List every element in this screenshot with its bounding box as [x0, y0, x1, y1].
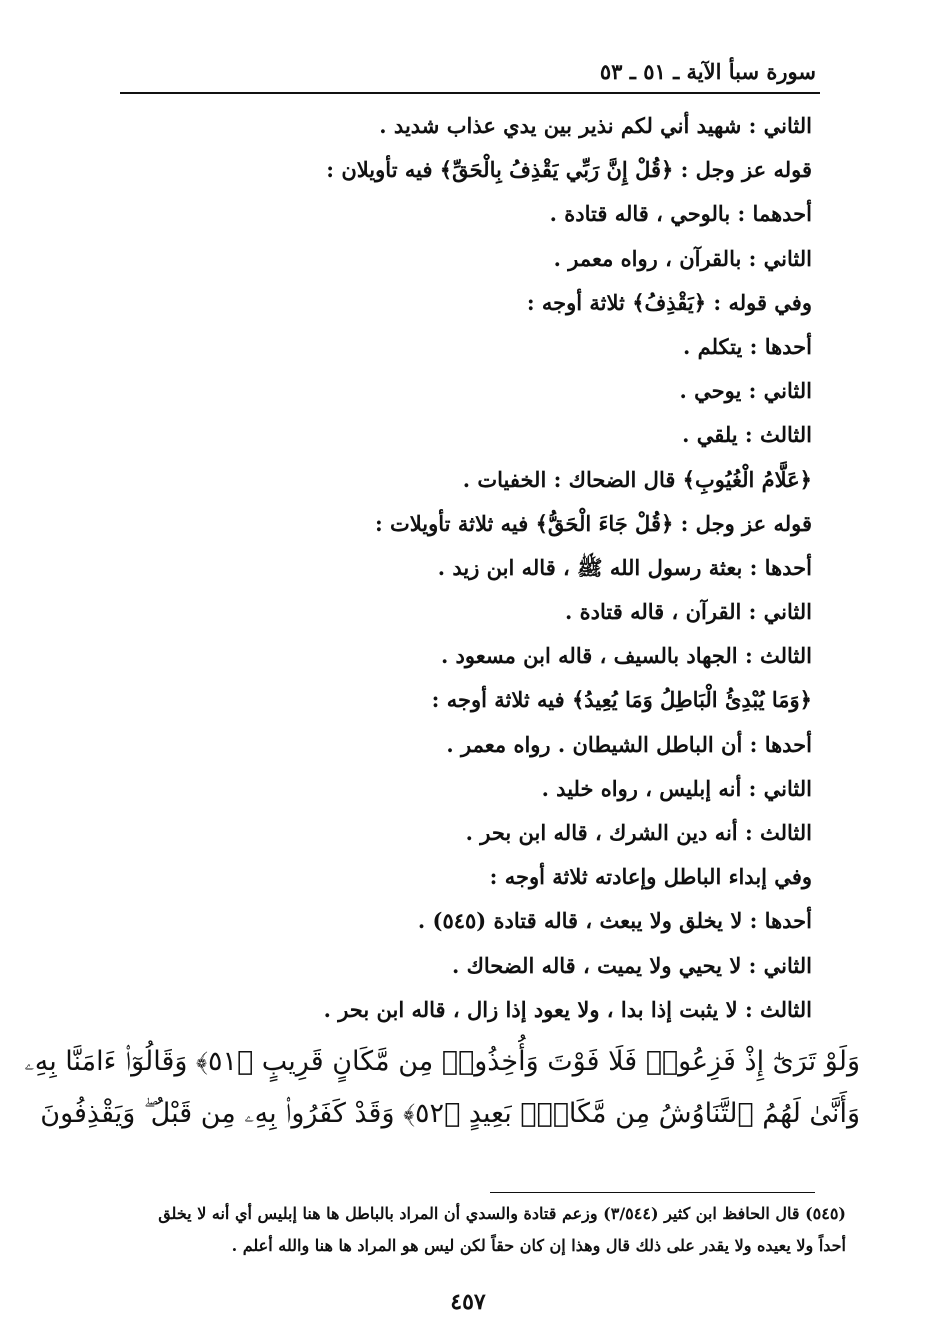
text-line: أحدها : بعثة رسول الله ﷺ ، قاله ابن زيد .	[437, 554, 812, 580]
text-line: وفي قوله : ﴿يَقْذِفُ﴾ ثلاثة أوجه :	[526, 289, 812, 315]
footnotes	[116, 1198, 846, 1262]
text-line: قوله عز وجل : ﴿قُلْ إِنَّ رَبِّي يَقْذِفُ بِالْحَقِّ﴾ فيه تأويلان :	[326, 157, 812, 183]
text-line: الثالث : الجهاد بالسيف ، قاله ابن مسعود .	[440, 643, 812, 669]
text-line: قوله عز وجل : ﴿قُلْ جَاءَ الْحَقُّ﴾ فيه ثلاثة تأويلات :	[374, 510, 812, 536]
verse-line: وَأَنَّىٰ لَهُمُ ٱلتَّنَاوُشُ مِن مَّكَانٍۭ بَعِيدٍ ﴿٥٢﴾ وَقَدْ كَفَرُوا۟ بِهِۦ مِن قَبْلُ ۖ وَيَقْذِفُونَ	[40, 1098, 860, 1129]
footnote-line: أحداً ولا يعيده ولا يقدر على ذلك قال وهذا إن كان حقاً لكن ليس هو المراد ها هنا والله أعلم .	[231, 1236, 846, 1255]
text-line: الثاني : بالقرآن ، رواه معمر .	[553, 245, 812, 271]
text-line: أحدها : يتكلم .	[682, 333, 812, 359]
text-line: الثالث : يلقي .	[682, 422, 812, 448]
text-line: أحدها : لا يخلق ولا يبعث ، قاله قتادة (٥٤٥) .	[417, 908, 812, 934]
header-divider	[120, 92, 820, 94]
quran-verses	[24, 1036, 860, 1140]
footnote-line: (٥٤٥) قال الحافظ ابن كثير (٣/٥٤٤) وزعم قتادة والسدي أن المراد بالباطل ها هنا إبليس أي أنه لا يخلق	[158, 1204, 846, 1223]
text-line: الثاني : لا يحيي ولا يميت ، قاله الضحاك .	[451, 952, 812, 978]
text-line: الثاني : يوحي .	[679, 378, 812, 404]
text-line: ﴿وَمَا يُبْدِئُ الْبَاطِلُ وَمَا يُعِيدُ﴾ فيه ثلاثة أوجه :	[431, 687, 812, 713]
verse-line: وَلَوْ تَرَىٰٓ إِذْ فَزِعُوا۟ فَلَا فَوْتَ وَأُخِذُوا۟ مِن مَّكَانٍ قَرِيبٍ ﴿٥١﴾ وَقَالُوٓا۟ ءَامَنَّا بِهِۦ	[24, 1046, 860, 1077]
running-header: سورة سبأ الآية ـ ٥١ ـ ٥٣	[599, 59, 816, 84]
text-line: وفي إبداء الباطل وإعادته ثلاثة أوجه :	[489, 864, 812, 890]
text-line: الثالث : لا يثبت إذا بدا ، ولا يعود إذا زال ، قاله ابن بحر .	[323, 996, 812, 1022]
footnote-divider	[490, 1192, 815, 1193]
text-line: الثاني : القرآن ، قاله قتادة .	[565, 599, 812, 625]
text-line: الثاني : أنه إبليس ، رواه خليد .	[541, 775, 812, 801]
text-line: أحدها : أن الباطل الشيطان . رواه معمر .	[446, 731, 812, 757]
text-line: ﴿عَلَّامُ الْغُيُوبِ﴾ قال الضحاك : الخفيات .	[462, 466, 812, 492]
text-line: الثاني : شهيد أني لكم نذير بين يدي عذاب شديد .	[379, 113, 812, 138]
text-line: أحدهما : بالوحي ، قاله قتادة .	[549, 201, 812, 227]
text-line: الثالث : أنه دين الشرك ، قاله ابن بحر .	[465, 820, 812, 845]
commentary-text	[112, 104, 812, 1032]
page-number: ٤٥٧	[450, 1289, 486, 1315]
